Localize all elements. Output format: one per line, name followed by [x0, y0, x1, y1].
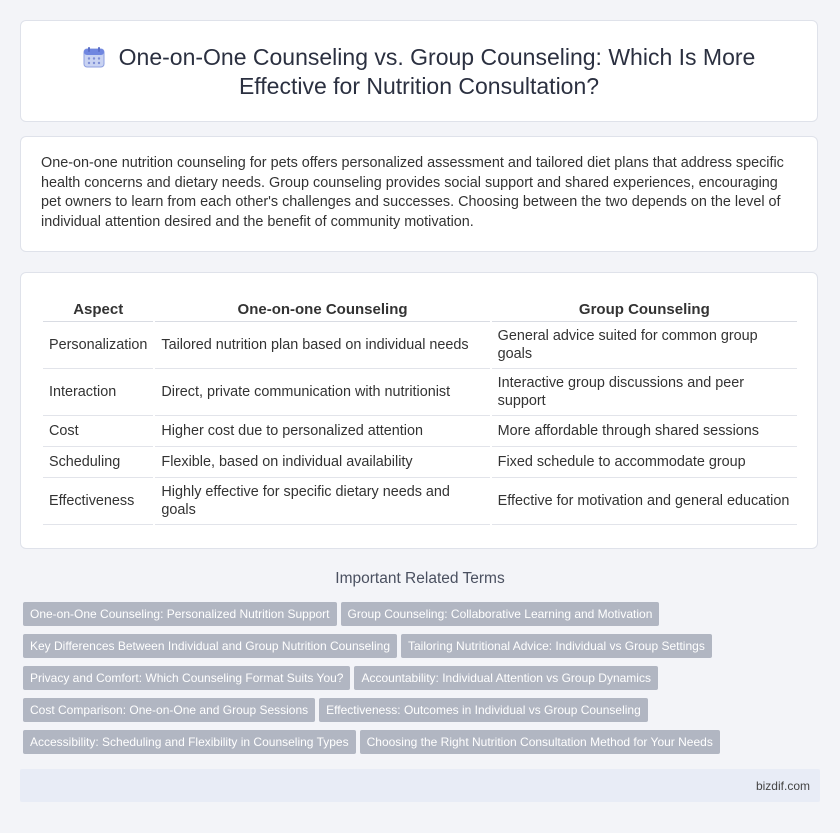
title-line-2: Effective for Nutrition Consultation? [238, 73, 600, 99]
page-title [21, 43, 817, 101]
comparison-card [20, 272, 818, 549]
summary-text: One-on-one nutrition counseling for pets offers personalized assessment and tailored diet plans that address specific health concerns and dietary needs. Group counseling provides social support and shared experiences, encouraging pet owners to learn from each other's challenges and successes. Choosing between the two depends on the level of individual attention desired and the benefit of community motivation. [41, 155, 784, 230]
table-cell: Direct, private communication with nutritionist [155, 369, 489, 416]
table-row [43, 447, 797, 478]
table-cell: Fixed schedule to accommodate group [492, 447, 797, 478]
related-term-tag[interactable]: Accessibility: Scheduling and Flexibility in Counseling Types [23, 730, 356, 754]
related-term-tag[interactable]: Group Counseling: Collaborative Learning and Motivation [341, 602, 660, 626]
table-cell: Personalization [43, 322, 153, 369]
table-row [43, 478, 797, 525]
table-row [43, 369, 797, 416]
footer-site-link[interactable]: bizdif.com [755, 779, 810, 793]
comparison-table [41, 293, 799, 525]
table-cell: More affordable through shared sessions [492, 416, 797, 447]
table-header-row [43, 293, 797, 322]
table-cell: Interactive group discussions and peer support [492, 369, 797, 416]
table-row [43, 416, 797, 447]
table-cell: Highly effective for specific dietary needs and goals [155, 478, 489, 525]
header-one-on-one: One-on-one Counseling [155, 293, 489, 322]
related-term-tag[interactable]: Choosing the Right Nutrition Consultation Method for Your Needs [360, 730, 720, 754]
title-line-1: One-on-One Counseling vs. Group Counseling: Which Is More [118, 44, 756, 70]
related-terms-heading: Important Related Terms [335, 570, 505, 587]
related-term-tag[interactable]: Key Differences Between Individual and Group Nutrition Counseling [23, 634, 397, 658]
table-cell: Scheduling [43, 447, 153, 478]
table-cell: General advice suited for common group goals [492, 322, 797, 369]
related-term-tag[interactable]: Effectiveness: Outcomes in Individual vs Group Counseling [319, 698, 648, 722]
related-term-tag[interactable]: Cost Comparison: One-on-One and Group Sessions [23, 698, 315, 722]
table-row [43, 322, 797, 369]
related-term-tag[interactable]: Tailoring Nutritional Advice: Individual vs Group Settings [401, 634, 712, 658]
related-term-tag[interactable]: Privacy and Comfort: Which Counseling Format Suits You? [23, 666, 350, 690]
related-term-tag[interactable]: One-on-One Counseling: Personalized Nutrition Support [23, 602, 337, 626]
footer [20, 769, 820, 802]
related-term-tag[interactable]: Accountability: Individual Attention vs Group Dynamics [354, 666, 657, 690]
table-cell: Higher cost due to personalized attention [155, 416, 489, 447]
table-cell: Cost [43, 416, 153, 447]
title-card [20, 20, 818, 122]
summary-card [20, 136, 818, 252]
header-aspect: Aspect [43, 293, 153, 322]
calendar-icon [83, 46, 105, 68]
table-cell: Effectiveness [43, 478, 153, 525]
table-cell: Flexible, based on individual availability [155, 447, 489, 478]
related-terms-list [23, 602, 803, 762]
table-cell: Effective for motivation and general education [492, 478, 797, 525]
header-group: Group Counseling [492, 293, 797, 322]
table-cell: Interaction [43, 369, 153, 416]
table-cell: Tailored nutrition plan based on individual needs [155, 322, 489, 369]
